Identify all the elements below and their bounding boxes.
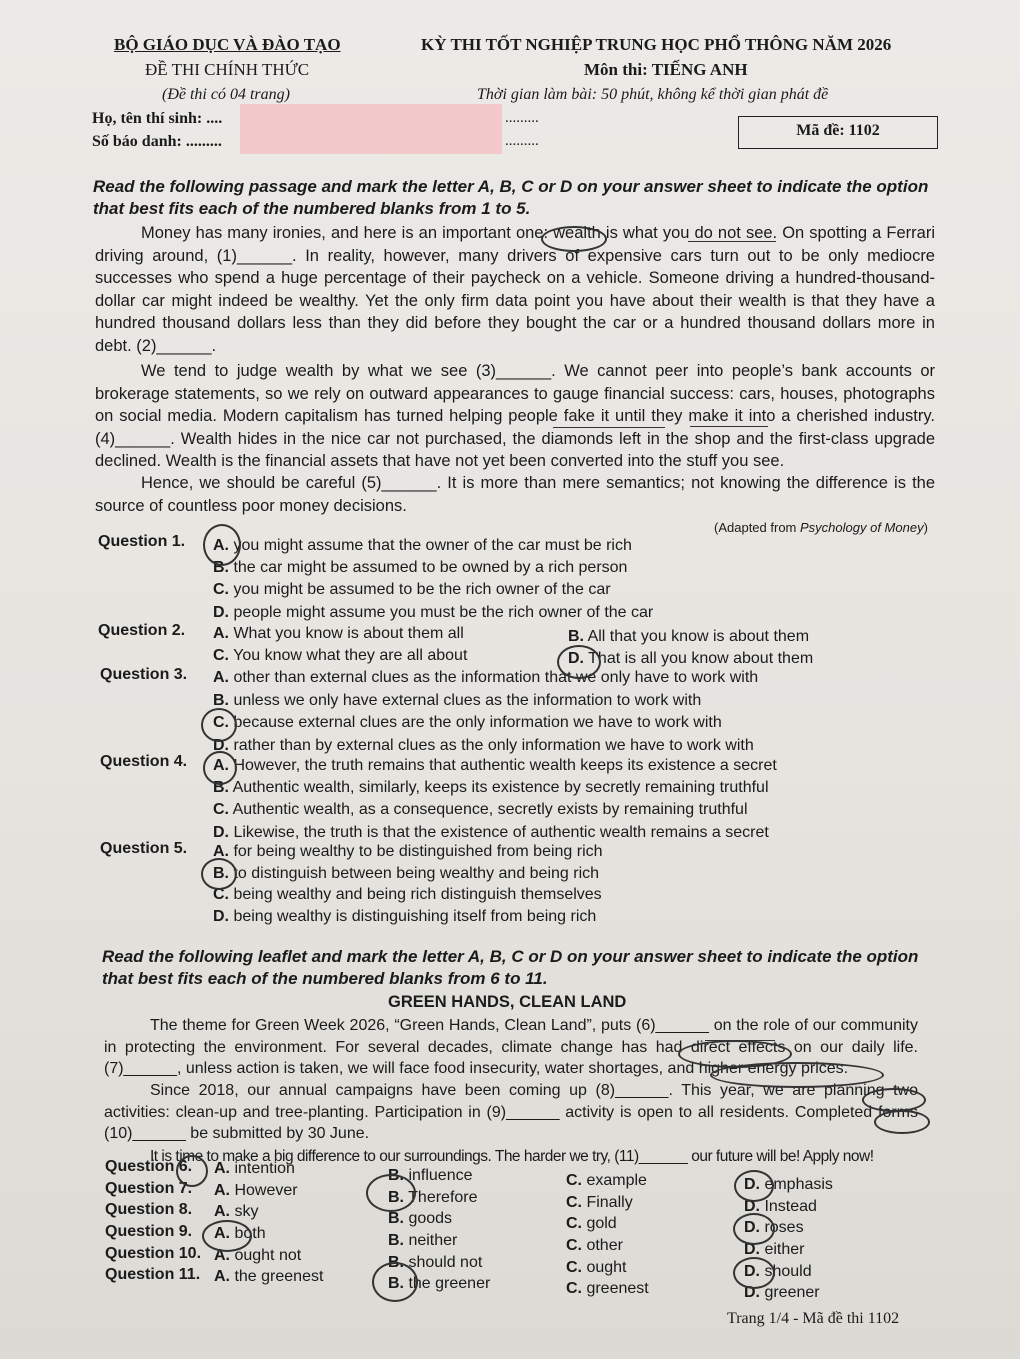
id-dots: ......... [505,133,539,149]
question-label: Question 10. [105,1245,202,1262]
option-a[interactable]: A. you might assume that the owner of the car must be rich [213,537,632,554]
option-d[interactable]: D. roses [744,1219,804,1236]
answer-circle [372,1262,418,1302]
leaflet-title: GREEN HANDS, CLEAN LAND [388,993,627,1011]
option-d[interactable]: D. Instead [744,1198,817,1215]
option-a[interactable]: A. What you know is about them all [213,625,464,642]
option-c[interactable]: C. gold [566,1215,617,1232]
option-c[interactable]: C. ought [566,1259,627,1276]
name-dots: ......... [505,110,539,126]
option-d[interactable]: D. either [744,1241,805,1258]
redacted-area [240,104,502,154]
leaflet-paragraph3: It is time to make a big difference to our surroundings. The harder we try, (11)______ our future will be! Apply now! [150,1148,874,1165]
answer-circle [366,1174,416,1212]
option-a[interactable]: A. sky [214,1203,259,1220]
option-d[interactable]: D. That is all you know about them [568,650,814,667]
option-a[interactable]: A. other than external clues as the information that we only have to work with [213,669,759,686]
option-b[interactable]: B. Therefore [388,1189,478,1206]
word-circle [874,1110,930,1134]
question-label: Question 3. [100,666,188,683]
exam-time: Thời gian làm bài: 50 phút, không kể thời gian phát đề [477,86,829,103]
option-c[interactable]: C. other [566,1237,623,1254]
passage1-paragraph1: Money has many ironies, and here is an important one: wealth is what you do not see. On spotting a Ferrari driving around, (1)______. In reality, however, many drivers of expensive cars turn out to be only mediocre successes who spend a huge percentage of their paycheck on a vehicle. Someone driving a hundred-thousand-dollar car might indeed be wealthy. Yet the only firm data point you have about their wealth is that they have a hundred thousand dollars less than they did before they bought the car or a hundred thousand dollars more in debt. (2)______. [95,224,935,355]
option-a[interactable]: A. for being wealthy to be distinguished from being rich [213,843,603,860]
option-c[interactable]: C. greenest [566,1280,649,1297]
answer-circle [201,708,237,742]
option-d[interactable]: D. people might assume you must be the rich owner of the car [213,604,654,621]
option-c[interactable]: C. example [566,1172,647,1189]
option-d[interactable]: D. Likewise, the truth is that the existence of authentic wealth remains a secret [213,824,769,841]
page-footer: Trang 1/4 - Mã đề thi 1102 [727,1310,900,1327]
option-c[interactable]: C. because external clues are the only information we have to work with [213,714,722,731]
option-b[interactable]: B. the car might be assumed to be owned by a rich person [213,559,628,576]
answer-circle [176,1155,208,1187]
option-c[interactable]: C. being wealthy and being rich distinguish themselves [213,886,602,903]
question-label: Question 5. [100,840,188,857]
option-a[interactable]: A. both [214,1225,266,1242]
question-label: Question 8. [105,1201,193,1218]
answer-circle [557,645,601,679]
option-d[interactable]: D. rather than by external clues as the only information we have to work with [213,737,754,754]
exam-subject: Môn thi: TIẾNG ANH [584,60,748,79]
option-b[interactable]: B. the greener [388,1275,491,1292]
option-c[interactable]: C. Authentic wealth, as a consequence, secretly exists by remaining truthful [213,801,748,818]
word-circle [541,226,607,252]
option-b[interactable]: B. to distinguish between being wealthy and being rich [213,865,600,882]
passage-source: (Adapted from Psychology of Money) [714,520,928,535]
pages-note: (Đề thi có 04 trang) [162,86,290,103]
option-b[interactable]: B. influence [388,1167,473,1184]
section1-instruction: Read the following passage and mark the letter A, B, C or D on your answer sheet to indicate the option that best fits each of the numbered blanks from 1 to 5. [93,177,929,218]
ministry-name: BỘ GIÁO DỤC VÀ ĐÀO TẠO [114,35,341,54]
question-label: Question 7. [105,1180,193,1197]
option-a[interactable]: A. However, the truth remains that authentic wealth keeps its existence a secret [213,757,777,774]
option-d[interactable]: D. should [744,1263,812,1280]
question-label: Question 2. [98,622,186,639]
candidate-id-label: Số báo danh: ......... [92,133,222,150]
section2-instruction: Read the following leaflet and mark the letter A, B, C or D on your answer sheet to indicate the option that best fits each of the numbered blanks from 6 to 11. [102,947,919,988]
word-circle [862,1088,926,1112]
option-a[interactable]: A. intention [214,1160,295,1177]
question-label: Question 6. [105,1158,193,1175]
answer-circle [203,524,241,566]
option-a[interactable]: A. However [214,1182,298,1199]
option-b[interactable]: B. should not [388,1254,483,1271]
word-circle [710,1062,884,1088]
option-a[interactable]: A. the greenest [214,1268,324,1285]
candidate-name-label: Họ, tên thí sinh: .... [92,110,223,127]
question-label: Question 1. [98,533,186,550]
question-label: Question 11. [105,1266,201,1283]
option-c[interactable]: C. You know what they are all about [213,647,468,664]
answer-circle [734,1170,774,1202]
pen-underline [690,426,768,427]
answer-circle [202,1220,252,1252]
option-c[interactable]: C. you might be assumed to be the rich owner of the car [213,581,611,598]
answer-circle [203,751,237,785]
answer-circle [201,858,237,890]
question-label: Question 9. [105,1223,193,1240]
exam-code-box: Mã đề: 1102 [738,116,938,149]
answer-circle [733,1213,775,1245]
option-b[interactable]: B. All that you know is about them [568,628,810,645]
pen-underline [553,427,665,428]
option-b[interactable]: B. neither [388,1232,458,1249]
passage1-paragraph3: Hence, we should be careful (5)______. It is more than mere semantics; not knowing the difference is the source of countless poor money decisions. [95,474,935,515]
option-b[interactable]: B. goods [388,1210,453,1227]
option-a[interactable]: A. ought not [214,1247,302,1264]
leaflet-paragraph2: Since 2018, our annual campaigns have been coming up (8)______. This year, we are planning two activities: clean-up and tree-planting. Participation in (9)______ activity is open to all residents. Completed forms (10)______ be submitted by 30 June. [104,1082,918,1142]
option-d[interactable]: D. greener [744,1284,820,1301]
option-b[interactable]: B. Authentic wealth, similarly, keeps its existence by secretly remaining truthful [213,779,769,796]
leaflet-paragraph1: The theme for Green Week 2026, “Green Hands, Clean Land”, puts (6)______ on the role of our community in protecting the environment. For several decades, climate change has had direct effects on our daily life. (7)______, unless action is taken, we will face food insecurity, water shortages, and higher energy prices. [104,1017,918,1077]
option-d[interactable]: D. being wealthy is distinguishing itself from being rich [213,908,597,925]
answer-circle [733,1257,775,1289]
option-c[interactable]: C. Finally [566,1194,633,1211]
exam-title: KỲ THI TỐT NGHIỆP TRUNG HỌC PHỔ THÔNG NĂM 2026 [421,35,892,54]
official-exam-label: ĐỀ THI CHÍNH THỨC [145,60,310,79]
pen-underline [688,241,776,242]
option-b[interactable]: B. unless we only have external clues as the information to work with [213,692,702,709]
question-label: Question 4. [100,753,188,770]
passage1-paragraph2: We tend to judge wealth by what we see (3)______. We cannot peer into people’s bank accounts or brokerage statements, so we rely on outward appearances to gauge financial success: cars, houses, photographs on social media. Modern capitalism has turned helping people fake it until they make it into a cherished industry. (4)______. Wealth hides in the nice car not purchased, the diamonds left in the shop and the first-class upgrade declined. Wealth is the financial assets that have not yet been converted into the stuff you see. [95,362,935,471]
option-d[interactable]: D. emphasis [744,1176,833,1193]
